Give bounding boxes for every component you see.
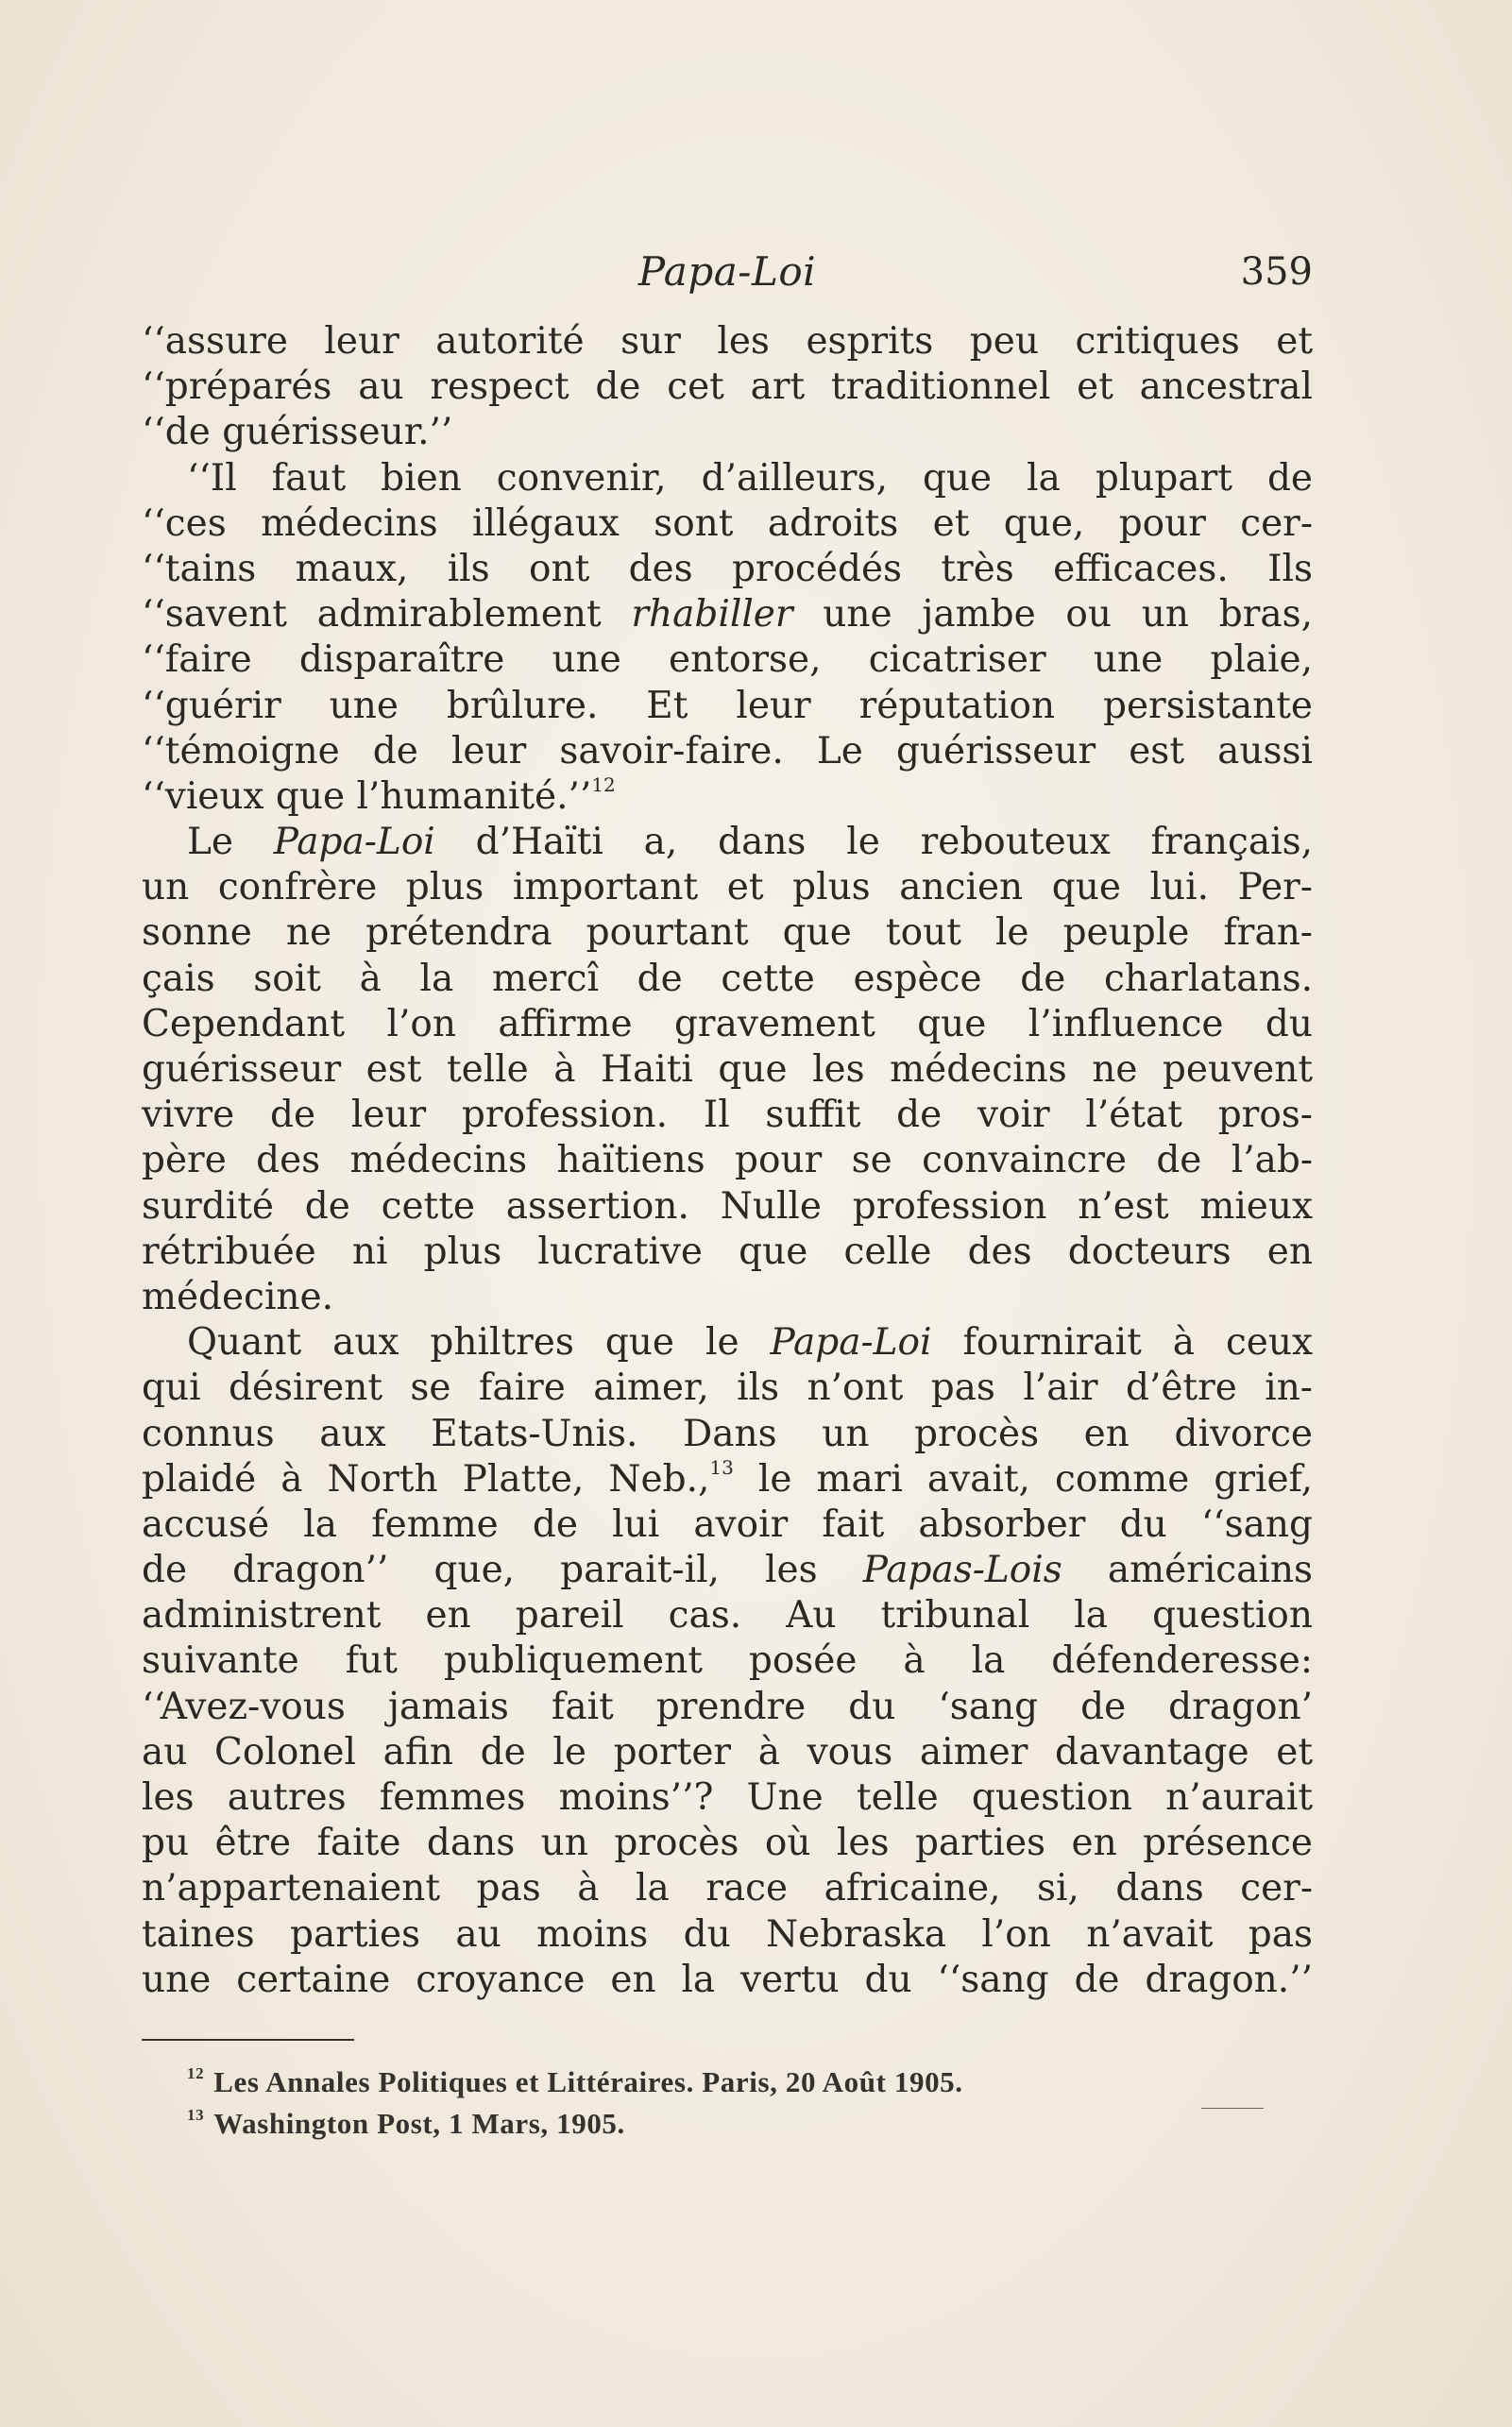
italic-term: Papas-Lois [862, 1549, 1062, 1592]
footnote-rule [142, 2039, 354, 2041]
footnote-13 [142, 2103, 1313, 2145]
text-line: une certaine croyance en la vertu du ‘‘sang de dragon.’’ [142, 1958, 1313, 2001]
text-line: Quant aux philtres que le Papa-Loi fournirait à ceux [187, 1321, 1313, 1365]
text-line: ‘‘Il faut bien convenir, d’ailleurs, que la plupart de [187, 456, 1313, 500]
text-line: qui désirent se faire aimer, ils n’ont pas l’air d’être in- [142, 1366, 1313, 1410]
italic-term: rhabiller [631, 593, 793, 636]
text-line: pu être faite dans un procès où les parties en présence [142, 1822, 1313, 1865]
text-line: ‘‘ces médecins illégaux sont adroits et que, pour cer- [142, 501, 1313, 545]
body-text [142, 319, 1313, 2003]
text-line: au Colonel afin de le porter à vous aimer davantage et [142, 1730, 1313, 1774]
text-line: les autres femmes moins’’? Une telle question n’aurait [142, 1776, 1313, 1819]
italic-term: Papa-Loi [273, 821, 435, 864]
text-line: ‘‘témoigne de leur savoir-faire. Le guérisseur est aussi [142, 729, 1313, 772]
text-line: ‘‘guérir une brûlure. Et leur réputation persistante [142, 684, 1313, 727]
text-line: médecine. [142, 1275, 334, 1318]
footnote-marker: 13 [187, 2106, 205, 2124]
text-line: ‘‘faire disparaître une entorse, cicatriser une plaie, [142, 638, 1313, 682]
text-line: ‘‘préparés au respect de cet art traditionnel et ancestral [142, 365, 1313, 409]
text-line: ‘‘tains maux, ils ont des procédés très efficaces. Ils [142, 547, 1313, 590]
text-line: de dragon’’ que, parait-il, les Papas-Lois américains [142, 1549, 1313, 1592]
text-line: ‘‘de guérisseur.’’ [142, 411, 453, 454]
text-line: administrent en pareil cas. Au tribunal la question [142, 1594, 1313, 1638]
footnote-12 [142, 2062, 1313, 2103]
footnotes [142, 2062, 1313, 2145]
text-line: çais soit à la mercî de cette espèce de charlatans. [142, 957, 1313, 1000]
text-line: vivre de leur profession. Il suffit de voir l’état pros- [142, 1094, 1313, 1137]
footnote-text: Les Annales Politiques et Littéraires. Paris, 20 Août 1905. [213, 2065, 963, 2098]
footnote-ref: 13 [709, 1455, 734, 1479]
text-line: connus aux Etats-Unis. Dans un procès en divorce [142, 1412, 1313, 1455]
text-line: taines parties au moins du Nebraska l’on n’avait pas [142, 1912, 1313, 1956]
text-line: guérisseur est telle à Haiti que les médecins ne peuvent [142, 1048, 1313, 1091]
text-line: Le Papa-Loi d’Haïti a, dans le rebouteux français, [187, 821, 1313, 864]
text-line: suivante fut publiquement posée à la défenderesse: [142, 1639, 1313, 1683]
text-line: plaidé à North Platte, Neb.,$^{13}$ le mari avait, comme grief, [142, 1455, 1313, 1501]
text-line: rétribuée ni plus lucrative que celle des docteurs en [142, 1230, 1313, 1273]
page-number: 359 [1240, 250, 1313, 294]
text-line: père des médecins haïtiens pour se convaincre de l’ab- [142, 1139, 1313, 1182]
text-line: ‘‘assure leur autorité sur les esprits peu critiques et [142, 320, 1313, 363]
text-line: un confrère plus important et plus ancien que lui. Per- [142, 866, 1313, 909]
text-line: n’appartenaient pas à la race africaine, si, dans cer- [142, 1867, 1313, 1910]
footnote-text: Washington Post, 1 Mars, 1905. [213, 2107, 625, 2140]
text-line: sonne ne prétendra pourtant que tout le peuple fran- [142, 911, 1313, 955]
footnote-ref: 12 [591, 772, 616, 796]
text-line: surdité de cette assertion. Nulle profession n’est mieux [142, 1184, 1313, 1228]
text-line: Cependant l’on affirme gravement que l’influence du [142, 1002, 1313, 1045]
text-line: ‘‘savent admirablement rhabiller une jambe ou un bras, [142, 593, 1313, 636]
text-line: ‘‘vieux que l’humanité.’’$^{12}$ [142, 772, 616, 818]
ink-mark [1201, 2108, 1264, 2109]
footnote-marker: 12 [187, 2064, 205, 2082]
text-line: ‘‘Avez-vous jamais fait prendre du ‘sang de dragon’ [142, 1685, 1313, 1728]
italic-term: Papa-Loi [770, 1321, 932, 1365]
text-line: accusé la femme de lui avoir fait absorber du ‘‘sang [142, 1502, 1313, 1546]
running-head [142, 244, 1313, 300]
running-title: Papa-Loi [637, 248, 817, 295]
